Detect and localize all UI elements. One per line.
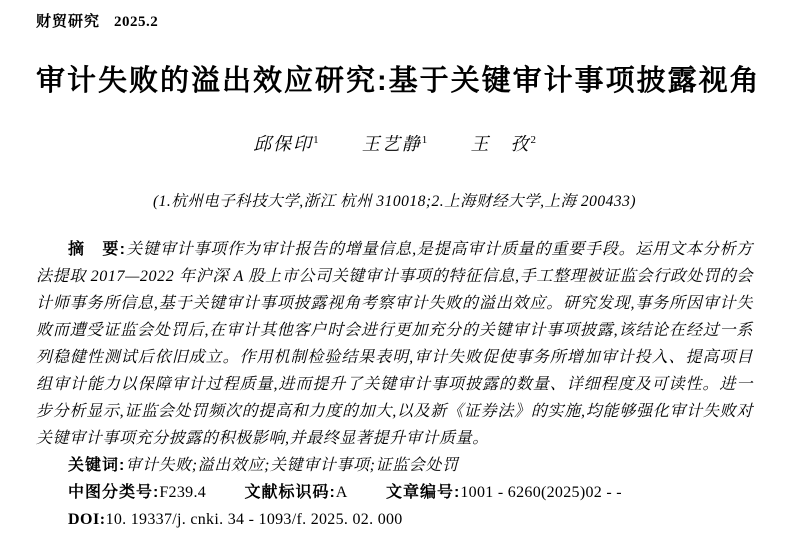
author-3-affiliation-mark: 2 (530, 134, 536, 146)
author-1-name: 邱保印 (253, 134, 314, 154)
author-3-name: 王 孜 (470, 134, 531, 154)
author-3 (470, 134, 536, 154)
doc-code-segment (244, 484, 347, 501)
journal-header (36, 10, 753, 31)
doi-line (36, 506, 753, 533)
abstract-text: 关键审计事项作为审计报告的增量信息,是提高审计质量的重要手段。运用文本分析方法提取 2017—2022 年沪深 A 股上市公司关键审计事项的特征信息,手工整理被证监会行政处罚的会计师事务所信息,基于关键审计事项披露视角考察审计失败的溢出效应。研究发现,事务所因审计失败而遭受证监会处罚后,在审计其他客户时会进行更加充分的关键审计事项披露,该结论在经过一系列稳健性测试后依旧成立。作用机制检验结果表明,审计失败促使事务所增加审计投入、提高项目组审计能力以保障审计过程质量,进而提升了关键审计事项披露的数量、详细程度及可读性。进一步分析显示,证监会处罚频次的提高和力度的加大,以及新《证券法》的实施,均能够强化审计失败对关键审计事项充分披露的积极影响,并最终显著提升审计质量。 (36, 241, 753, 447)
affiliation-line: (1.杭州电子科技大学,浙江 杭州 310018;2.上海财经大学,上海 200433) (152, 193, 637, 210)
doc-code-label: 文献标识码: (244, 484, 336, 501)
author-2-name: 王艺静 (361, 134, 422, 154)
article-id-label: 文章编号: (386, 484, 461, 501)
doi-value: 10. 19337/j. cnki. 34 - 1093/f. 2025. 02. 000 (105, 511, 403, 528)
article-id-value: 1001 - 6260(2025)02 - - (460, 484, 622, 501)
journal-name: 财贸研究 (36, 13, 101, 30)
keywords-label: 关键词: (68, 457, 126, 474)
classification-line (36, 479, 753, 506)
page-title: 审计失败的溢出效应研究:基于关键审计事项披露视角 (36, 65, 761, 97)
author-1 (253, 134, 319, 154)
doc-code-value: A (335, 484, 348, 501)
keywords-text: 审计失败;溢出效应;关键审计事项;证监会处罚 (125, 457, 459, 474)
abstract-label: 摘 要: (68, 241, 126, 258)
clc-value: F239.4 (159, 484, 207, 501)
author-2-affiliation-mark: 1 (421, 134, 428, 146)
abstract-paragraph (36, 236, 753, 452)
clc-segment (68, 484, 206, 501)
authors-line (36, 130, 753, 156)
author-1-affiliation-mark: 1 (313, 134, 319, 146)
author-2 (362, 134, 428, 154)
journal-issue: 2025.2 (114, 14, 159, 30)
doi-label: DOI: (68, 511, 106, 528)
article-id-segment (386, 484, 622, 501)
clc-label: 中图分类号: (68, 484, 160, 501)
keywords-line (36, 452, 753, 479)
